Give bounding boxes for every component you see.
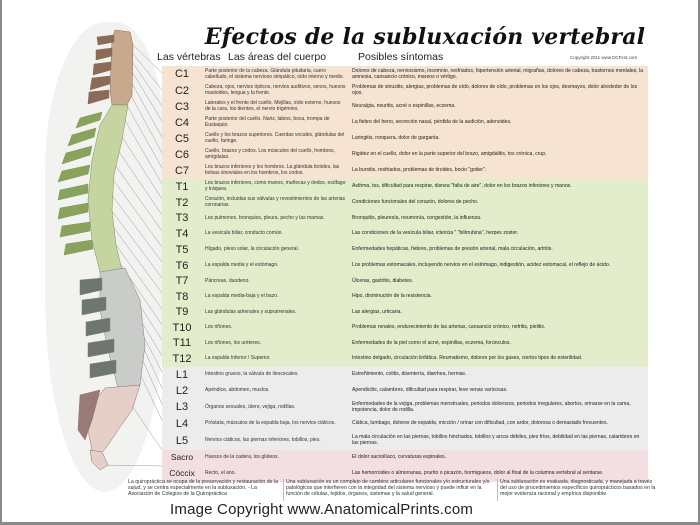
symptoms-text: Hipo, disminución de la resistencia. bbox=[349, 289, 648, 305]
vertebra-label: T5 bbox=[162, 242, 202, 258]
vertebra-label: L2 bbox=[162, 383, 202, 399]
body-area-text: Apéndice, abdomen, muslos. bbox=[202, 383, 349, 399]
symptoms-text: La bursitis, resfriados, problemas de tiroides, bocio "goiter". bbox=[349, 163, 648, 179]
vertebra-label: L5 bbox=[162, 432, 202, 450]
vertebra-row-c3 bbox=[162, 99, 648, 115]
vertebra-row-t1 bbox=[162, 179, 648, 195]
vertebra-label: T11 bbox=[162, 336, 202, 351]
footer-chiropractic-definition: La quiropráctica se ocupa de la preservación y restauración de la salud, y se centra especialmente en la subluxación. - La Asociación de Colegios de la Quiropráctica bbox=[128, 479, 278, 498]
vertebra-row-c2 bbox=[162, 83, 648, 99]
symptoms-text: El dolor sacroilíaco, curvaturas espinales. bbox=[349, 450, 648, 466]
body-area-text: La espalda Inferior / Superior. bbox=[202, 351, 349, 367]
vertebra-label: C6 bbox=[162, 147, 202, 163]
vertebra-row-t5 bbox=[162, 242, 648, 258]
symptoms-text: Las condiciones de la vesícula biliar, ictericia " "bilirrubina", herpes zoster. bbox=[349, 226, 648, 242]
vertebra-row-l2 bbox=[162, 383, 648, 399]
symptoms-text: Dolores de cabeza, nerviosismo, insomnio, resfriados, hipertensión arterial, migrañas, dolores de cabeza, trastornos mentales, la amnesia, cansancio crónico, mareos o vértigo. bbox=[349, 66, 648, 83]
vertebra-row-l3 bbox=[162, 399, 648, 416]
vertebra-label: C2 bbox=[162, 83, 202, 99]
vertebra-label: C7 bbox=[162, 163, 202, 179]
vertebra-row-c5 bbox=[162, 131, 648, 147]
footer-divider bbox=[497, 479, 498, 501]
header-symptoms: Posibles síntomas bbox=[358, 51, 444, 63]
body-area-text: Recto, el ano. bbox=[202, 466, 349, 482]
body-area-text: Próstata, músculos de la espalda baja, los nervios ciáticos. bbox=[202, 416, 349, 432]
vertebra-row-t6 bbox=[162, 258, 648, 274]
symptoms-text: Asthma, tos, dificultad para respirar, disnea "falta de aire", dolor en los brazos inferiores y manos. bbox=[349, 179, 648, 195]
vertebra-label: L3 bbox=[162, 399, 202, 416]
symptoms-text: Bronquitis, pleuresía, neumonía, congestión, la influenza. bbox=[349, 211, 648, 226]
vertebra-row-t3 bbox=[162, 211, 648, 226]
vertebra-label: L1 bbox=[162, 367, 202, 383]
body-area-text: Cabeza, ojos, nervios ópticos, nervios auditivos, senos, huesos mastoides, lengua y la frente. bbox=[202, 83, 349, 99]
symptoms-text: Los problemas estomacales, incluyendo nervios en el estómago, indigestión, acidez estomacal, el reflejo de ácido. bbox=[349, 258, 648, 274]
body-area-text: Parte posterior del cuello. Nariz, labios, boca, trompa de Eustaquio. bbox=[202, 115, 349, 131]
vertebra-label: T2 bbox=[162, 195, 202, 211]
symptoms-text: Las hemorroides o almorranas, prurito o picazón, hormigueos, dolor al final de la columna vertebral al sentarse. bbox=[349, 466, 648, 482]
symptoms-text: Úlceras, gastritis, diabetes. bbox=[349, 274, 648, 289]
vertebrae-table bbox=[162, 66, 648, 482]
vertebra-row-c7 bbox=[162, 163, 648, 179]
vertebra-label: T4 bbox=[162, 226, 202, 242]
body-area-text: Laterales y el frente del cuello. Mejillas, oído externo, huesos de la cara, los dientes, el nervio trigémino. bbox=[202, 99, 349, 115]
symptoms-text: Condiciones funcionales del corazón, dolores de pecho. bbox=[349, 195, 648, 211]
symptoms-text: Neuralgia, neuritis, acné o espinillas, eczema. bbox=[349, 99, 648, 115]
body-area-text: Los riñones. bbox=[202, 320, 349, 336]
vertebra-row-l5 bbox=[162, 432, 648, 450]
body-area-text: Parte posterior de la cabeza. Glándula pituitaria, cuero cabelludo, el sistema nervioso simpático, oído interno y medio. bbox=[202, 66, 349, 83]
body-area-text: Los brazos inferiores, como manos, muñecas y dedos, esófago y tráquea. bbox=[202, 179, 349, 195]
symptoms-text: Enfermedades hepáticas, fiebres, problemas de presión arterial, mala circulación, artritis. bbox=[349, 242, 648, 258]
vertebra-row-c6 bbox=[162, 147, 648, 163]
symptoms-text: Problemas renales, endurecimiento de las arterias, cansancio crónico, nefritis, pielitis. bbox=[349, 320, 648, 336]
vertebra-label: C1 bbox=[162, 66, 202, 83]
vertebra-label: T1 bbox=[162, 179, 202, 195]
header-body-areas: Las áreas del cuerpo bbox=[228, 51, 327, 63]
symptoms-text: Intestino delgado, circulación linfática. Reumatismo, dolores por los gases, ciertos tipos de esterilidad. bbox=[349, 351, 648, 367]
body-area-text: Los brazos inferiores y los hombros. La glándula tiroides, las bolsas sinoviales en los hombros, los codos. bbox=[202, 163, 349, 179]
symptoms-text: Ciática, lumbago, dolores de espalda, micción / orinar con dificultad, con ardor, dolorosa o demasiado frecuentes. bbox=[349, 416, 648, 432]
symptoms-text: Las alergias, urticaria. bbox=[349, 305, 648, 320]
body-area-text: Los riñones, los uréteres. bbox=[202, 336, 349, 351]
vertebra-label: T9 bbox=[162, 305, 202, 320]
vertebra-label: Cóccix bbox=[162, 466, 202, 482]
vertebra-label: Sacro bbox=[162, 450, 202, 466]
vertebra-row-t2 bbox=[162, 195, 648, 211]
vertebra-label: T7 bbox=[162, 274, 202, 289]
vertebra-label: C3 bbox=[162, 99, 202, 115]
vertebra-label: T8 bbox=[162, 289, 202, 305]
body-area-text: Órganos sexuales, útero, vejiga, rodillas. bbox=[202, 399, 349, 416]
symptoms-text: Estreñimiento, colitis, disentería, diarrhea, hernias. bbox=[349, 367, 648, 383]
header-vertebrae: Las vértebras bbox=[157, 51, 221, 63]
symptoms-text: Problemas de sinusitis, alergias, problemas de oído, dolores de oído, problemas en los ojos, desmayos, dolor alrededor de los ojos. bbox=[349, 83, 648, 99]
body-area-text: Los pulmones, bronquios, pleura, pecho y las mamas. bbox=[202, 211, 349, 226]
body-area-text: Corazón, incluidas sus válvulas y revestimientos de las arterias coronarias. bbox=[202, 195, 349, 211]
body-area-text: La vesícula biliar, conducto común. bbox=[202, 226, 349, 242]
spine-illustration bbox=[0, 0, 170, 525]
symptoms-text: La mala circulación en las piernas, tobillos hinchados, tobillos y arcos débiles, pies fríos, debilidad en las piernas, calambres en las piernas. bbox=[349, 432, 648, 450]
footer-subluxation-management: Una subluxación es evaluada, diagnosticada, y manejada a través del uso de procedimientos específicos quiroprácticos basados en la mejor evidencia racional y empírica disponible. bbox=[500, 479, 656, 498]
symptoms-text: Enfermedades de la vejiga, problemas menstruales, periodos dolorosos, periodos irregulares, abortos, orinarse en la cama, impotencia, dolor de rodilla. bbox=[349, 399, 648, 416]
vertebra-row-sacro bbox=[162, 450, 648, 466]
vertebra-label: T3 bbox=[162, 211, 202, 226]
body-area-text: Cuello y los brazos superiores. Cuerdas vocales, glándulas del cuello, faringe. bbox=[202, 131, 349, 147]
vertebra-label: C5 bbox=[162, 131, 202, 147]
body-area-text: La espalda media-baja y el bazo. bbox=[202, 289, 349, 305]
image-copyright: Image Copyright www.AnatomicalPrints.com bbox=[170, 501, 474, 518]
vertebra-label: T10 bbox=[162, 320, 202, 336]
body-area-text: La espalda media y el estómago. bbox=[202, 258, 349, 274]
vertebra-row-t9 bbox=[162, 305, 648, 320]
page-title: Efectos de la subluxación vertebral bbox=[204, 24, 646, 50]
body-area-text: Nervios ciáticos, las piernas inferiores, tobillos, pies. bbox=[202, 432, 349, 450]
body-area-text: Cuello, brazos y codos. Los músculos del cuello, hombros, amígdalas. bbox=[202, 147, 349, 163]
symptoms-text: Apendicitis, calambres, dificultad para respirar, leve venas varicosas. bbox=[349, 383, 648, 399]
symptoms-text: La fiebre del heno, secreción nasal, pérdida de la audición, adenoides. bbox=[349, 115, 648, 131]
vertebra-row-t12 bbox=[162, 351, 648, 367]
vertebra-row-t10 bbox=[162, 320, 648, 336]
symptoms-text: Laringitis, ronquera, dolor de garganta. bbox=[349, 131, 648, 147]
body-area-text: Huesos de la cadera, los glúteos. bbox=[202, 450, 349, 466]
vertebra-label: L4 bbox=[162, 416, 202, 432]
body-area-text: Las glándulas adrenales y suprarrenales. bbox=[202, 305, 349, 320]
footer-divider bbox=[283, 479, 284, 501]
vertebra-row-l1 bbox=[162, 367, 648, 383]
vertebra-row-t8 bbox=[162, 289, 648, 305]
vertebra-label: T6 bbox=[162, 258, 202, 274]
vertebra-row-l4 bbox=[162, 416, 648, 432]
vertebra-row-c4 bbox=[162, 115, 648, 131]
body-area-text: Hígado, plexo solar, la circulación general. bbox=[202, 242, 349, 258]
symptoms-text: Enfermedades de la piel como el acné, espinillas, eczema, forúnculos. bbox=[349, 336, 648, 351]
vertebra-row-t7 bbox=[162, 274, 648, 289]
footer-subluxation-definition: Una subluxación es un complejo de cambios articulares funcionales y/o estructurales y/o patológicos que interfieren con la integridad del sistema nervioso y puede influir en la función de células, tejidos, órganos, sistemas y la salud general. bbox=[286, 479, 490, 498]
copyright-small: Copyright 2011 www.DCFirst.com bbox=[570, 55, 638, 60]
symptoms-text: Rigidez en el cuello, dolor en la parte superior del brazo, amigdalitis, tos crónica, crup. bbox=[349, 147, 648, 163]
vertebra-row-c1 bbox=[162, 66, 648, 83]
vertebra-row-t11 bbox=[162, 336, 648, 351]
vertebra-row-t4 bbox=[162, 226, 648, 242]
body-area-text: Páncreas, duodeno. bbox=[202, 274, 349, 289]
body-area-text: Intestino grueso, la válvula de ileocecales. bbox=[202, 367, 349, 383]
vertebra-label: C4 bbox=[162, 115, 202, 131]
vertebra-label: T12 bbox=[162, 351, 202, 367]
